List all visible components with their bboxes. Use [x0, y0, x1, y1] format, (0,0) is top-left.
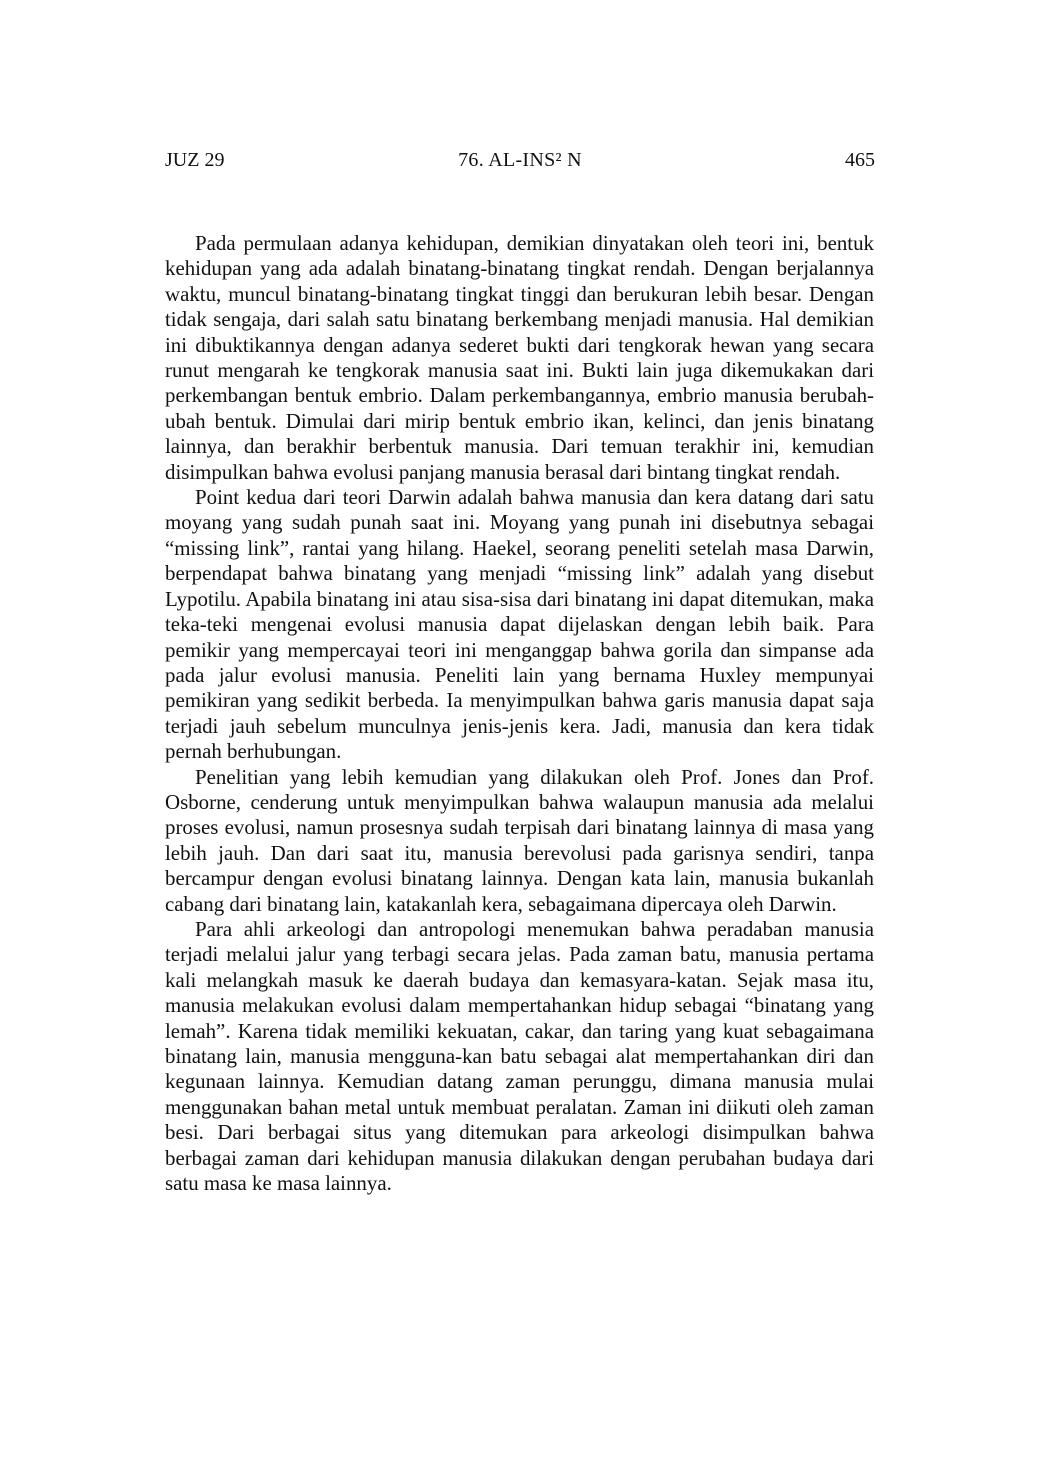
- paragraph: Pada permulaan adanya kehidupan, demikian dinyatakan oleh teori ini, bentuk kehidupan yang ada adalah binatang-binatang tingkat rendah. Dengan berjalannya waktu, muncul binatang-binatang tingkat tinggi dan berukuran lebih besar. Dengan tidak sengaja, dari salah satu binatang berkembang menjadi manusia. Hal demikian ini dibuktikannya dengan adanya sederet bukti dari tengkorak hewan yang secara runut mengarah ke tengkorak manusia saat ini. Bukti lain juga dikemukakan dari perkembangan bentuk embrio. Dalam perkembangannya, embrio manusia berubah-ubah bentuk. Dimulai dari mirip bentuk embrio ikan, kelinci, dan jenis binatang lainnya, dan berakhir berbentuk manusia. Dari temuan terakhir ini, kemudian disimpulkan bahwa evolusi panjang manusia berasal dari bintang tingkat rendah.: [165, 231, 874, 484]
- page-number: 465: [845, 149, 875, 171]
- paragraph: Para ahli arkeologi dan antropologi menemukan bahwa peradaban manusia terjadi melalui jalur yang terbagi secara jelas. Pada zaman batu, manusia pertama kali melangkah masuk ke daerah budaya dan kemasyara-katan. Sejak masa itu, manusia melakukan evolusi dalam mempertahankan hidup sebagai “binatang yang lemah”. Karena tidak memiliki kekuatan, cakar, dan taring yang kuat sebagaimana binatang lain, manusia mengguna-kan batu sebagai alat mempertahankan diri dan kegunaan lainnya. Kemudian datang zaman perunggu, dimana manusia mulai menggunakan bahan metal untuk membuat peralatan. Zaman ini diikuti oleh zaman besi. Dari berbagai situs yang ditemukan para arkeologi disimpulkan bahwa berbagai zaman dari kehidupan manusia dilakukan dengan perubahan budaya dari satu masa ke masa lainnya.: [165, 916, 874, 1196]
- paragraph: Point kedua dari teori Darwin adalah bahwa manusia dan kera datang dari satu moyang yang sudah punah saat ini. Moyang yang punah ini disebutnya sebagai “missing link”, rantai yang hilang. Haekel, seorang peneliti setelah masa Darwin, berpendapat bahwa binatang yang menjadi “missing link” adalah yang disebut Lypotilu. Apabila binatang ini atau sisa-sisa dari binatang ini dapat ditemukan, maka teka-teki mengenai evolusi manusia dapat dijelaskan dengan lebih baik. Para pemikir yang mempercayai teori ini menganggap bahwa gorila dan simpanse ada pada jalur evolusi manusia. Peneliti lain yang bernama Huxley mempunyai pemikiran yang sedikit berbeda. Ia menyimpulkan bahwa garis manusia dapat saja terjadi jauh sebelum munculnya jenis-jenis kera. Jadi, manusia dan kera tidak pernah berhubungan.: [165, 485, 874, 764]
- juz-label: JUZ 29: [165, 149, 225, 171]
- surah-title: 76. AL-INS² N: [458, 149, 582, 171]
- running-header: [165, 146, 875, 174]
- body-text: [165, 231, 874, 1196]
- paragraph: Penelitian yang lebih kemudian yang dilakukan oleh Prof. Jones dan Prof. Osborne, cenderung untuk menyimpulkan bahwa walaupun manusia ada melalui proses evolusi, namun prosesnya sudah terpisah dari binatang lainnya di masa yang lebih jauh. Dan dari saat itu, manusia berevolusi pada garisnya sendiri, tanpa bercampur dengan evolusi binatang lainnya. Dengan kata lain, manusia bukanlah cabang dari binatang lain, katakanlah kera, sebagaimana dipercaya oleh Darwin.: [165, 764, 874, 916]
